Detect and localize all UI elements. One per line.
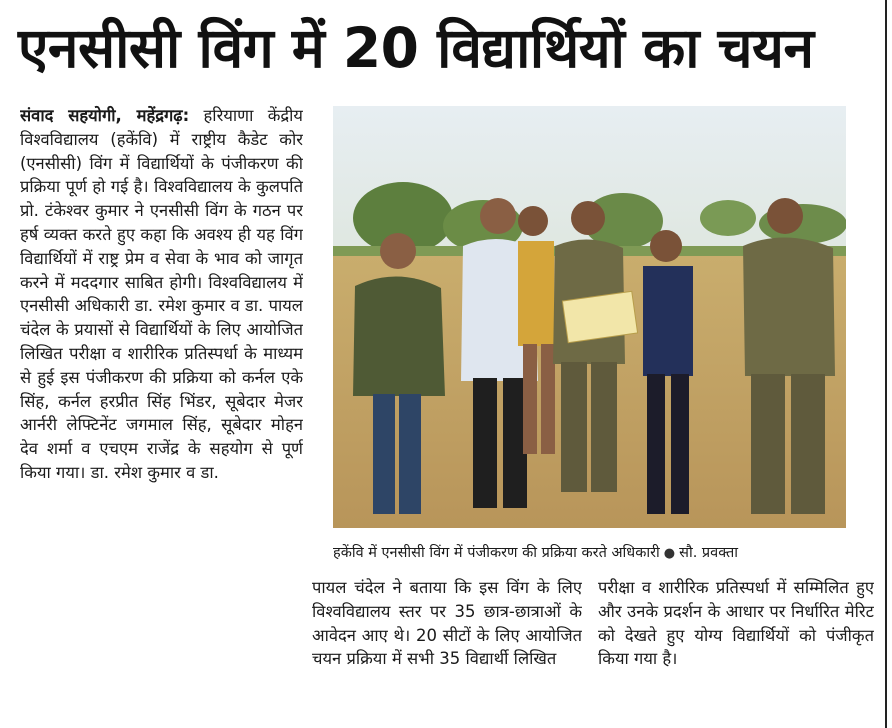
headline: एनसीसी विंग में 20 विद्यार्थियों का चयन [18, 16, 814, 80]
news-photo [333, 106, 846, 528]
bullet-icon: ● [663, 546, 676, 561]
article-column-left [20, 104, 303, 720]
caption-credit: सौ. प्रवक्ता [679, 545, 739, 561]
caption-text: हकेंवि में एनसीसी विंग में पंजीकरण की प्रक्रिया करते अधिकारी [333, 545, 660, 561]
article-column-right: परीक्षा व शारीरिक प्रतिस्पर्धा में सम्मिलित हुए और उनके प्रदर्शन के आधार पर निर्धारित मेरिट को देखते हुए योग्य विद्यार्थियों को पंजीकृत किया गया है। [598, 578, 874, 669]
article-column-middle: पायल चंदेल ने बताया कि इस विंग के लिए विश्वविद्यालय स्तर पर 35 छात्र-छात्राओं के आवेदन आए थे। 20 सीटों के लिए आयोजित चयन प्रक्रिया में सभी 35 विद्यार्थी लिखित [312, 578, 582, 669]
byline: संवाद सहयोगी, महेंद्रगढ़: [20, 106, 190, 125]
page-edge-rule [885, 0, 887, 728]
photo-caption [333, 540, 853, 566]
article-text-left: हरियाणा केंद्रीय विश्वविद्यालय (हकेंवि) में राष्ट्रीय कैडेट कोर (एनसीसी) विंग में विद्यार्थियों के पंजीकरण की प्रक्रिया पूर्ण हो गई है। विश्वविद्यालय के कुलपति प्रो. टंकेश्वर कुमार ने एनसीसी विंग के गठन पर हर्ष व्यक्त करते हुए कहा कि अवश्य ही यह विंग विद्यार्थियों में राष्ट्र प्रेम व सेवा के भाव को जागृत करने में मददगार साबित होगी। विश्वविद्यालय में एनसीसी अधिकारी डा. रमेश कुमार व डा. पायल चंदेल के प्रयासों से विद्यार्थियों के लिए आयोजित लिखित परीक्षा व शारीरिक प्रतिस्पर्धा के माध्यम से हुई इस पंजीकरण की प्रक्रिया को कर्नल एके सिंह, कर्नल हरप्रीत सिंह भिंडर, सूबेदार मेजर आर्नरी लेफ्टिनेंट जगमाल सिंह, सूबेदार मोहन देव शर्मा व एचएम राजेंद्र के सहयोग से पूर्ण किया गया। डा. रमेश कुमार व डा. [20, 106, 303, 482]
person-figure [518, 206, 555, 454]
